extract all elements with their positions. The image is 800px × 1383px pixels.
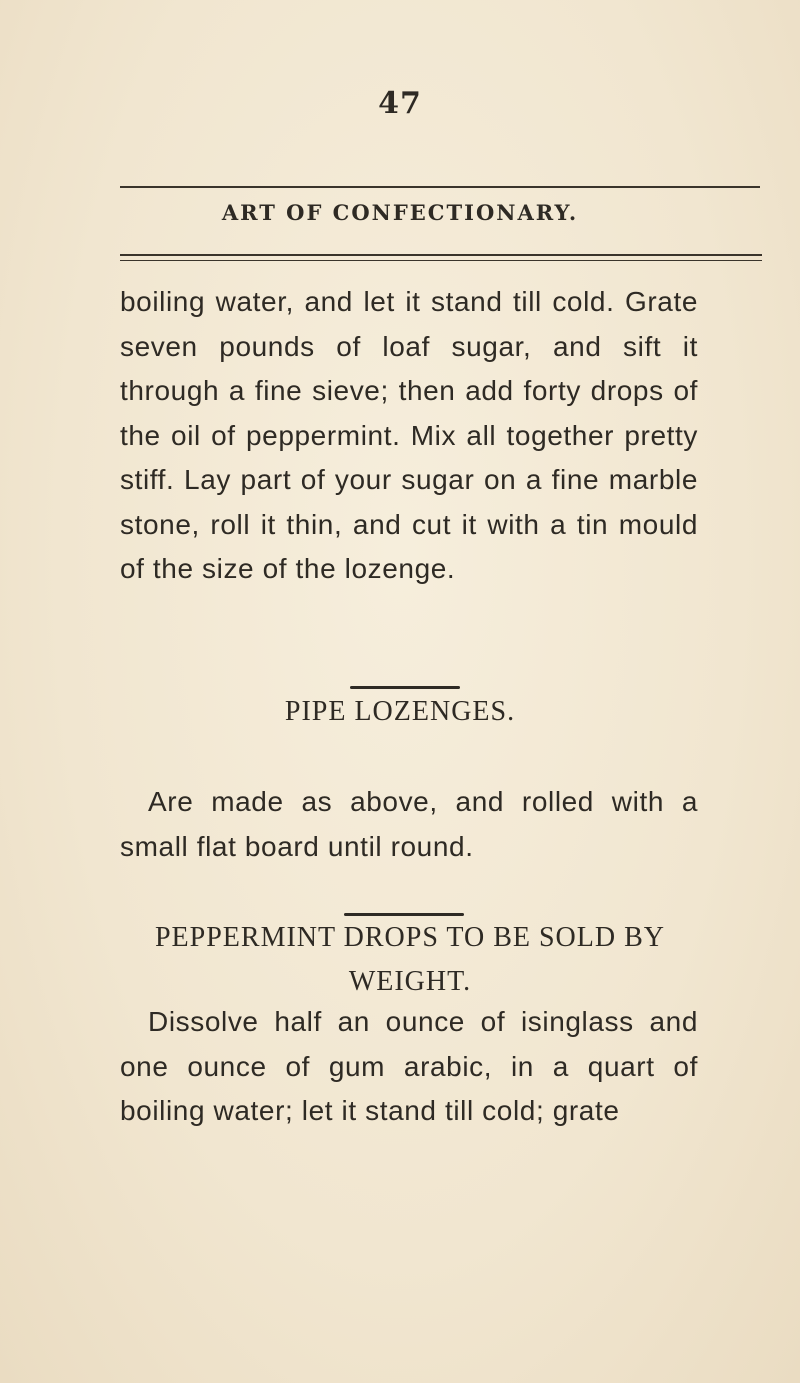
section-heading-peppermint-drops: PEPPERMINT DROPS TO BE SOLD BY WEIGHT. bbox=[154, 922, 665, 997]
page-number: 47 bbox=[378, 86, 422, 121]
pipe-lozenges-paragraph: Are made as above, and rolled with a small flat board until round. bbox=[120, 786, 698, 862]
running-head: ART OF CONFECTIONARY. bbox=[221, 200, 579, 225]
section-heading-pipe-lozenges: PIPE LOZENGES. bbox=[284, 696, 516, 727]
peppermint-drops-paragraph: Dissolve half an ounce of isinglass and one ounce of gum arabic, in a quart of boiling water; let it stand till cold; grate bbox=[120, 1006, 698, 1126]
intro-paragraph: boiling water, and let it stand till cold. Grate seven pounds of loaf sugar, and sift it through a fine sieve; then add forty drops of the oil of peppermint. Mix all together pretty stiff. Lay part of your sugar on a fine marble stone, roll it thin, and cut it with a tin mould of the size of the lozenge. bbox=[120, 286, 698, 584]
header-rule bbox=[120, 186, 760, 188]
header-double-rule bbox=[120, 254, 762, 261]
section-divider bbox=[350, 686, 460, 689]
